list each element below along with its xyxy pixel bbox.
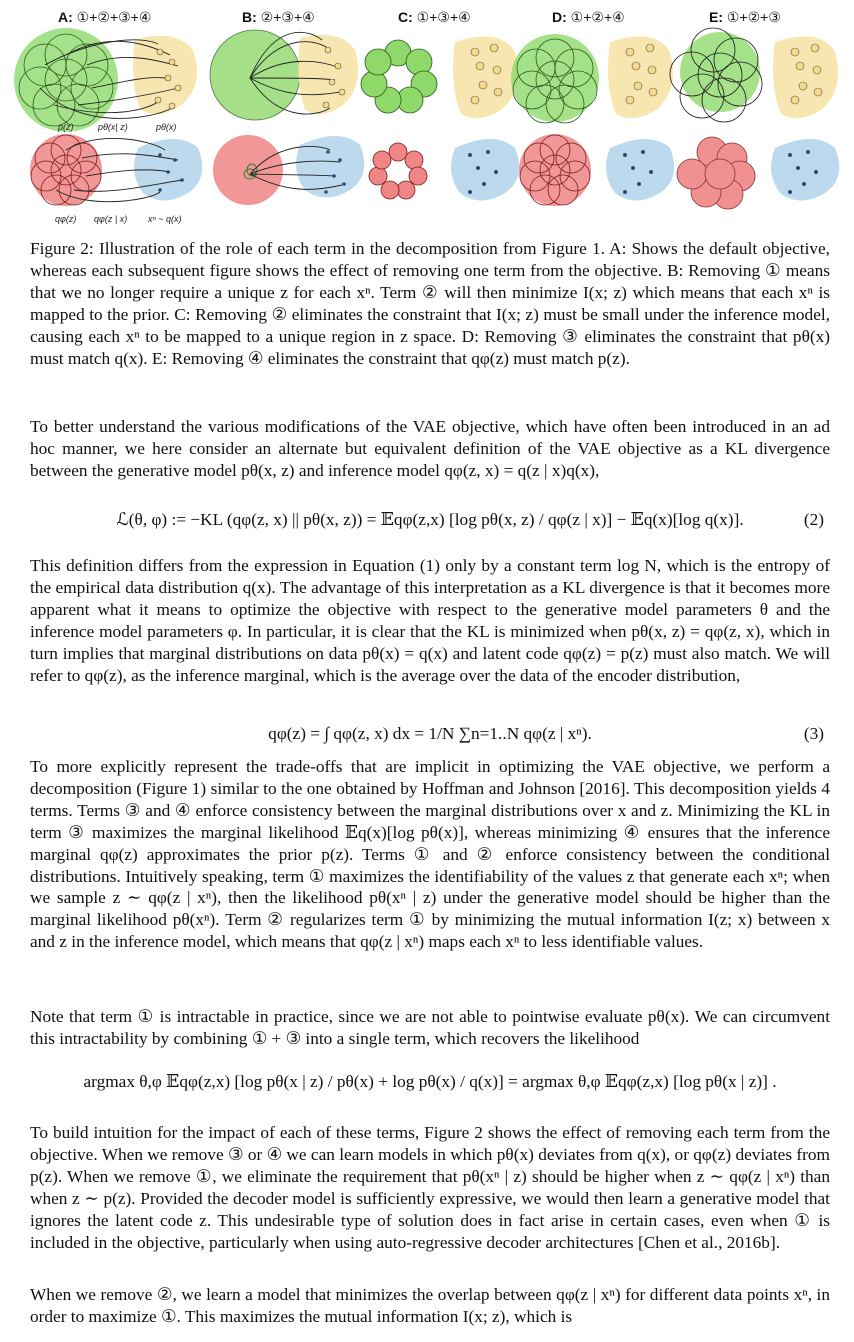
panel-c-title: C: ①+③+④: [398, 9, 471, 25]
figure-illustration: [0, 0, 854, 235]
equation-2: ℒ(θ, φ) := −KL (qφ(z, x) || pθ(x, z)) = 𝔼qφ(z,x) [log pθ(x, z) / qφ(z | x)] − 𝔼q(x)[log q(x)].: [116, 510, 744, 529]
paragraph-6: When we remove ②, we learn a model that minimizes the overlap between qφ(z | xⁿ) for different data points xⁿ, in order to maximize ①. This maximizes the mutual information I(x; z), which is: [30, 1285, 830, 1326]
paragraph-3: To more explicitly represent the trade-offs that are implicit in optimizing the VAE objective, we perform a decomposition (Figure 1) similar to the one obtained by Hoffman and Johnson [2016]. This decomposition yields 4 terms. Terms ③ and ④ enforce consistency between the marginal distributions over x and z. Minimizing the KL in term ③ maximizes the marginal likelihood 𝔼q(x)[log pθ(x)], whereas minimizing ④ ensures that the inference marginal qφ(z) approximates the prior p(z). Terms ① and ② enforce consistency between the conditional distributions. Intuitively speaking, term ① maximizes the identifiability of the values z that generate each xⁿ; when we sample z ∼ qφ(z | xⁿ), then the likelihood pθ(xⁿ | z) under the generative model should be higher than the marginal likelihood pθ(xⁿ). Term ② regularizes term ① by minimizing the mutual information I(z; x) between x and z in the inference model, which means that qφ(z | xⁿ) maps each xⁿ to less identifiable values.: [30, 757, 830, 952]
equation-3-number: (3): [803, 724, 824, 743]
panel-b-top: [210, 30, 358, 120]
panel-b-bottom: [213, 135, 364, 205]
panel-e-top: [670, 28, 838, 122]
panel-e-title: E: ①+②+③: [709, 9, 781, 25]
caption-text: Illustration of the role of each term in the decomposition from Figure 1. A: Shows the default objective, whereas each subsequent figure shows the effect of removing one term from the objective. B: Removing ① means that we no longer require a unique z for each xⁿ. Term ② will then minimize I(x; z) which means that each xⁿ is mapped to the prior. C: Removing ② eliminates the constraint that I(x; z) must be small under the inference model, causing each xⁿ to be mapped to a unique region in z space. D: Removing ③ eliminates the constraint that pθ(x) must match q(x). E: Removing ④ eliminates the constraint that qφ(z) must match p(z).: [30, 239, 830, 368]
label-p-z: p(z): [58, 122, 74, 132]
caption-label: Figure 2:: [30, 239, 94, 258]
label-q-phi-z: qφ(z): [55, 214, 77, 224]
label-xn-sim-qx: xⁿ ~ q(x): [148, 214, 182, 224]
label-p-theta-x: pθ(x): [156, 122, 177, 132]
panel-a-title: A: ①+②+③+④: [58, 9, 152, 25]
paragraph-4: Note that term ① is intractable in practice, since we are not able to pointwise evaluate pθ(x). We can circumvent this intractability by combining ① + ③ into a single term, which recovers the likelihood: [30, 1007, 830, 1048]
equation-3: qφ(z) = ∫ qφ(z, x) dx = 1/N ∑n=1..N qφ(z | xⁿ).: [268, 724, 592, 743]
equation-likelihood: argmax θ,φ 𝔼qφ(z,x) [log pθ(x | z) / pθ(x) + log pθ(x) / q(x)] = argmax θ,φ 𝔼qφ(z,x) [log pθ(x | z)] .: [83, 1072, 777, 1091]
paragraph-2: This definition differs from the expression in Equation (1) only by a constant term log N, which is the entropy of the empirical data distribution q(x). The advantage of this interpretation as a KL divergence is that it becomes more apparent what it means to optimize the objective with respect to the generative model parameters θ and the inference model parameters φ. In particular, it is clear that the KL is minimized when pθ(x, z) = qφ(z, x), which in turn implies that marginal distributions on data pθ(x) = q(x) and latent code qφ(z) = p(z) must also match. We will refer to qφ(z), as the inference marginal, which is the average over the data of the encoder distribution,: [30, 556, 830, 685]
panel-b-title: B: ②+③+④: [242, 9, 315, 25]
paragraph-5: To build intuition for the impact of each of these terms, Figure 2 shows the effect of removing each term from the objective. When we remove ③ or ④ we can learn models in which pθ(x) deviates from q(x), or qφ(z) deviates from p(z). When we remove ①, we eliminate the requirement that pθ(xⁿ | z) should be higher when z ∼ qφ(z | xⁿ) than when z ∼ p(z). Provided the decoder model is sufficiently expressive, we would then learn a generative model that ignores the latent code z. This undesirable type of solution does in fact arise in certain cases, even when ① is included in the objective, particularly when using auto-regressive decoder architectures [Chen et al., 2016b].: [30, 1123, 830, 1252]
panel-d-title: D: ①+②+④: [552, 9, 625, 25]
paragraph-1: To better understand the various modifications of the VAE objective, which have often been introduced in an ad hoc manner, we here consider an alternate but equivalent definition of the VAE objective as a KL divergence between the generative model pθ(x, z) and inference model qφ(z, x) = q(z | x)q(x),: [30, 417, 830, 480]
panel-d-bottom: [519, 134, 674, 206]
panel-c-bottom: [369, 139, 519, 201]
equation-2-number: (2): [803, 510, 824, 529]
label-q-phi-z-given-x: qφ(z | x): [94, 214, 128, 224]
figure-caption: [30, 238, 830, 369]
panel-a-bottom: [30, 134, 202, 206]
label-p-theta-x-given-z: pθ(x| z): [98, 122, 128, 132]
